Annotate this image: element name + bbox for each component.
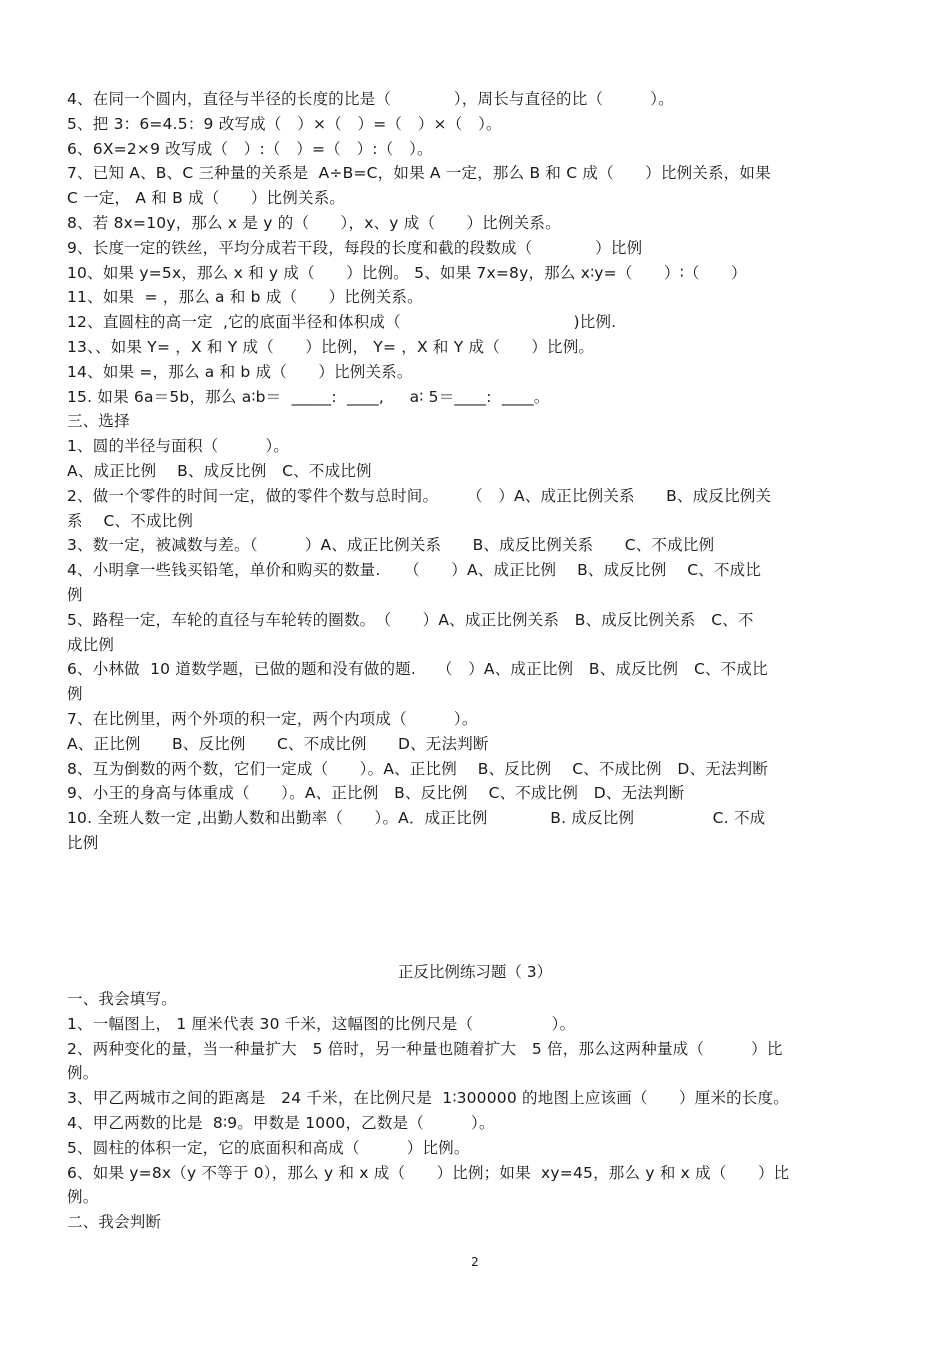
text-line: 13、、如果 Y= ，X 和 Y 成（ ）比例， Y= ，X 和 Y 成（ ）比例。 [67, 337, 595, 356]
text-line: 1、圆的半径与面积（ ）。 [67, 437, 290, 456]
exercise-list-continued [67, 87, 885, 856]
text-line: 15. 如果 6a＝5b，那么 a∶b＝ _____: ____, a∶ 5＝____: ____。 [67, 387, 550, 406]
text-line: 10. 全班人数一定 ,出勤人数和出勤率（ ）。A．成正比例 B. 成反比例 C. 不成 [67, 809, 766, 828]
text-line: 7、在比例里，两个外项的积一定，两个内项成（ ）。 [67, 709, 478, 728]
text-line: 1、一幅图上， 1 厘米代表 30 千米，这幅图的比例尺是（ ）。 [67, 1014, 576, 1033]
section-heading: 三、选择 [67, 412, 130, 431]
text-line: 14、如果 =，那么 a 和 b 成（ ）比例关系。 [67, 362, 413, 381]
text-line: 3、甲乙两城市之间的距离是 24 千米，在比例尺是 1∶300000 的地图上应该画（ ）厘米的长度。 [67, 1089, 789, 1108]
page-number: 2 [471, 1255, 479, 1269]
text-line: 2、两种变化的量，当一种量扩大 5 倍时，另一种量也随着扩大 5 倍，那么这两种量成（ ）比 [67, 1039, 783, 1058]
text-line: 9、长度一定的铁丝，平均分成若干段，每段的长度和截的段数成（ ）比例 [67, 238, 643, 257]
text-line: 8、若 8x=10y，那么 x 是 y 的（ ），x、y 成（ ）比例关系。 [67, 213, 561, 232]
text-line: 10、如果 y=5x，那么 x 和 y 成（ ）比例。 5、如果 7x=8y，那么 x∶y=（ ）∶（ ） [67, 263, 747, 282]
text-line: 7、已知 A、B、C 三种量的关系是 A÷B=C，如果 A 一定，那么 B 和 C 成（ ）比例关系，如果 [67, 164, 771, 183]
text-line: 成比例 [67, 635, 115, 654]
text-line: A、成正比例 B、成反比例 C、不成比例 [67, 461, 372, 480]
text-line: C 一定， A 和 B 成（ ）比例关系。 [67, 189, 346, 208]
text-line: 4、在同一个圆内，直径与半径的长度的比是（ ），周长与直径的比（ ）。 [67, 90, 674, 108]
text-line: 6、小林做 10 道数学题，已做的题和没有做的题. （ ）A、成正比例 B、成反比例 C、不成比 [67, 660, 768, 679]
text-line: 9、小王的身高与体重成（ ）。A、正比例 B、反比例 C、不成比例 D、无法判断 [67, 784, 685, 803]
text-line: 例。 [67, 1188, 99, 1207]
text-line: 系 C、不成比例 [67, 511, 194, 530]
text-line: 例。 [67, 1064, 99, 1083]
section-heading: 二、我会判断 [67, 1213, 162, 1232]
text-line: 12、直圆柱的高一定 ,它的底面半径和体积成（ )比例. [67, 313, 617, 332]
text-line: A、正比例 B、反比例 C、不成比例 D、无法判断 [67, 734, 489, 753]
text-line: 8、互为倒数的两个数，它们一定成（ ）。A、正比例 B、反比例 C、不成比例 D、无法判断 [67, 759, 769, 778]
text-line: 5、把 3：6=4.5：9 改写成（ ）×（ ）=（ ）×（ ）。 [67, 114, 502, 133]
text-line: 比例 [67, 833, 99, 852]
text-line: 例 [67, 585, 83, 604]
text-line: 4、甲乙两数的比是 8∶9。甲数是 1000，乙数是（ ）。 [67, 1113, 495, 1132]
section-heading: 一、我会填写。 [67, 990, 177, 1008]
text-line: 11、如果 = ，那么 a 和 b 成（ ）比例关系。 [67, 288, 423, 307]
text-line: 3、数一定，被减数与差。（ ）A、成正比例关系 B、成反比例关系 C、不成比例 [67, 536, 715, 555]
text-line: 5、路程一定，车轮的直径与车轮转的圈数。 （ ）A、成正比例关系 B、成反比例关系 C、不 [67, 610, 754, 629]
text-line: 6、如果 y=8x（y 不等于 0），那么 y 和 x 成（ ）比例；如果 xy=45，那么 y 和 x 成（ ）比 [67, 1163, 790, 1182]
text-line: 5、圆柱的体积一定，它的底面积和高成（ ）比例。 [67, 1138, 470, 1157]
text-line: 2、做一个零件的时间一定，做的零件个数与总时间。 （ ）A、成正比例关系 B、成反比例关 [67, 486, 772, 505]
text-line: 例 [67, 685, 83, 704]
text-line: 4、小明拿一些钱买铅笔，单价和购买的数量. （ ）A、成正比例 B、成反比例 C、不成比 [67, 561, 762, 580]
text-line: 6、6X=2×9 改写成（ ）:（ ）=（ ）:（ ）。 [67, 139, 433, 158]
exercise-list-new [67, 987, 885, 1235]
worksheet-title: 正反比例练习题（ 3） [397, 963, 553, 981]
